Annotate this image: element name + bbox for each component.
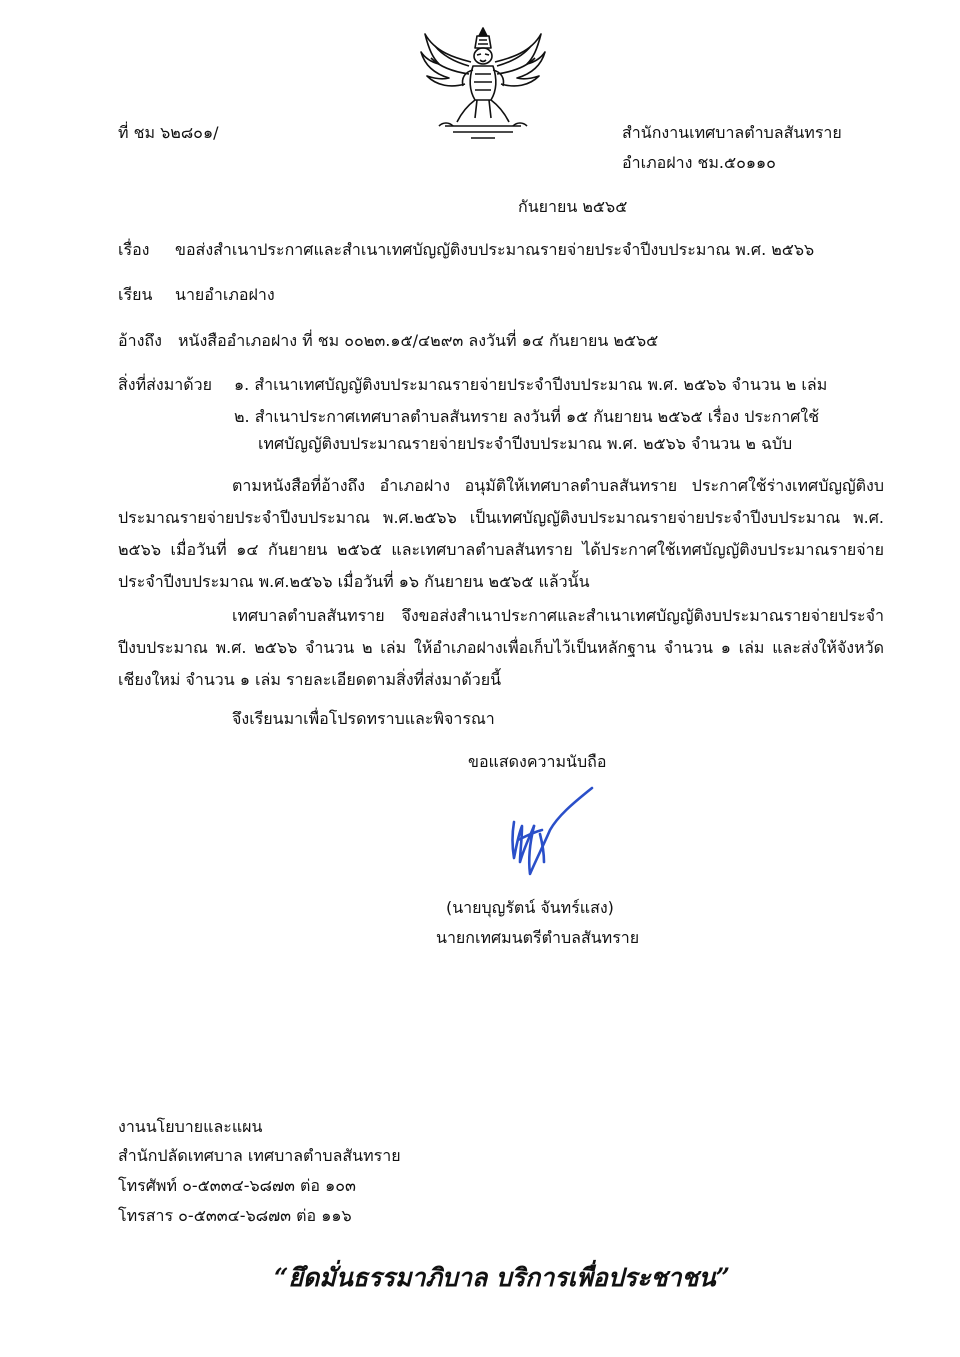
handwritten-signature [500,782,610,890]
enclosure-item-continuation: เทศบัญญัติงบประมาณรายจ่ายประจำปีงบประมาณ พ.ศ. ๒๕๖๖ จำนวน ๒ ฉบับ [258,434,793,453]
reference-text: หนังสืออำเภอฝาง ที่ ชม ๐๐๒๓.๑๕/๔๒๙๓ ลงวันที่ ๑๔ กันยายน ๒๕๖๕ [178,331,659,350]
document-date: กันยายน ๒๕๖๕ [518,197,628,216]
body-paragraph-1-text: ตามหนังสือที่อ้างถึง อำเภอฝาง อนุมัติให้เทศบาลตำบลสันทราย ประกาศใช้ร่างเทศบัญญัติงบประมาณรายจ่ายประจำปีงบประมาณ พ.ศ.๒๕๖๖ เป็นเทศบัญญัติงบประมาณรายจ่ายประจำปีงบประมาณ พ.ศ. ๒๕๖๖ เมื่อวันที่ ๑๔ กันยายน ๒๕๖๕ และเทศบาลตำบลสันทราย ได้ประกาศใช้เทศบัญญัติงบประมาณรายจ่ายประจำปีงบประมาณ พ.ศ.๒๕๖๖ เมื่อวันที่ ๑๖ กันยายน ๒๕๖๕ แล้วนั้น [118,476,884,591]
office-name: สำนักงานเทศบาลตำบลสันทราย [622,123,842,142]
addressee-text: นายอำเภอฝาง [175,285,275,304]
reference-label: อ้างถึง [118,331,162,350]
subject-label: เรื่อง [118,240,150,259]
footer-division: สำนักปลัดเทศบาล เทศบาลตำบลสันทราย [118,1146,401,1165]
signer-name: (นายบุญรัตน์ จันทร์แสง) [446,898,614,917]
office-address: อำเภอฝาง ชม.๕๐๑๑๐ [622,153,776,172]
body-paragraph-2-text: เทศบาลตำบลสันทราย จึงขอส่งสำเนาประกาศและสำเนาเทศบัญญัติงบประมาณรายจ่ายประจำปีงบประมาณ พ.ศ. ๒๕๖๖ จำนวน ๒ เล่ม ให้อำเภอฝางเพื่อเก็บไว้เป็นหลักฐาน จำนวน ๑ เล่ม และส่งให้จังหวัดเชียงใหม่ จำนวน ๑ เล่ม รายละเอียดตามสิ่งที่ส่งมาด้วยนี้ [118,606,885,689]
body-paragraph-2 [118,600,884,696]
salutation: ขอแสดงความนับถือ [468,752,607,771]
enclosure-item: ๑. สำเนาเทศบัญญัติงบประมาณรายจ่ายประจำปีงบประมาณ พ.ศ. ๒๕๖๖ จำนวน ๒ เล่ม [234,375,828,394]
motto: “ยึดมั่นธรรมาภิบาล บริการเพื่อประชาชน” [274,1263,730,1292]
document-reference-number: ที่ ชม ๖๒๘๐๑/ [118,123,219,142]
subject-text: ขอส่งสำเนาประกาศและสำเนาเทศบัญญัติงบประมาณรายจ่ายประจำปีงบประมาณ พ.ศ. ๒๕๖๖ [175,240,815,259]
garuda-emblem-icon [415,22,551,144]
addressee-label: เรียน [118,285,153,304]
footer-phone: โทรศัพท์ ๐-๕๓๓๔-๖๘๗๓ ต่อ ๑๐๓ [118,1176,356,1195]
signer-position: นายกเทศมนตรีตำบลสันทราย [436,928,640,947]
enclosure-item: ๒. สำเนาประกาศเทศบาลตำบลสันทราย ลงวันที่ ๑๕ กันยายน ๒๕๖๕ เรื่อง ประกาศใช้ [234,407,820,426]
footer-fax: โทรสาร ๐-๕๓๓๔-๖๘๗๓ ต่อ ๑๑๖ [118,1206,352,1225]
body-paragraph-1 [118,470,884,598]
enclosures-label: สิ่งที่ส่งมาด้วย [118,375,212,394]
closing-line: จึงเรียนมาเพื่อโปรดทราบและพิจารณา [232,709,495,728]
footer-department: งานนโยบายและแผน [118,1117,263,1136]
